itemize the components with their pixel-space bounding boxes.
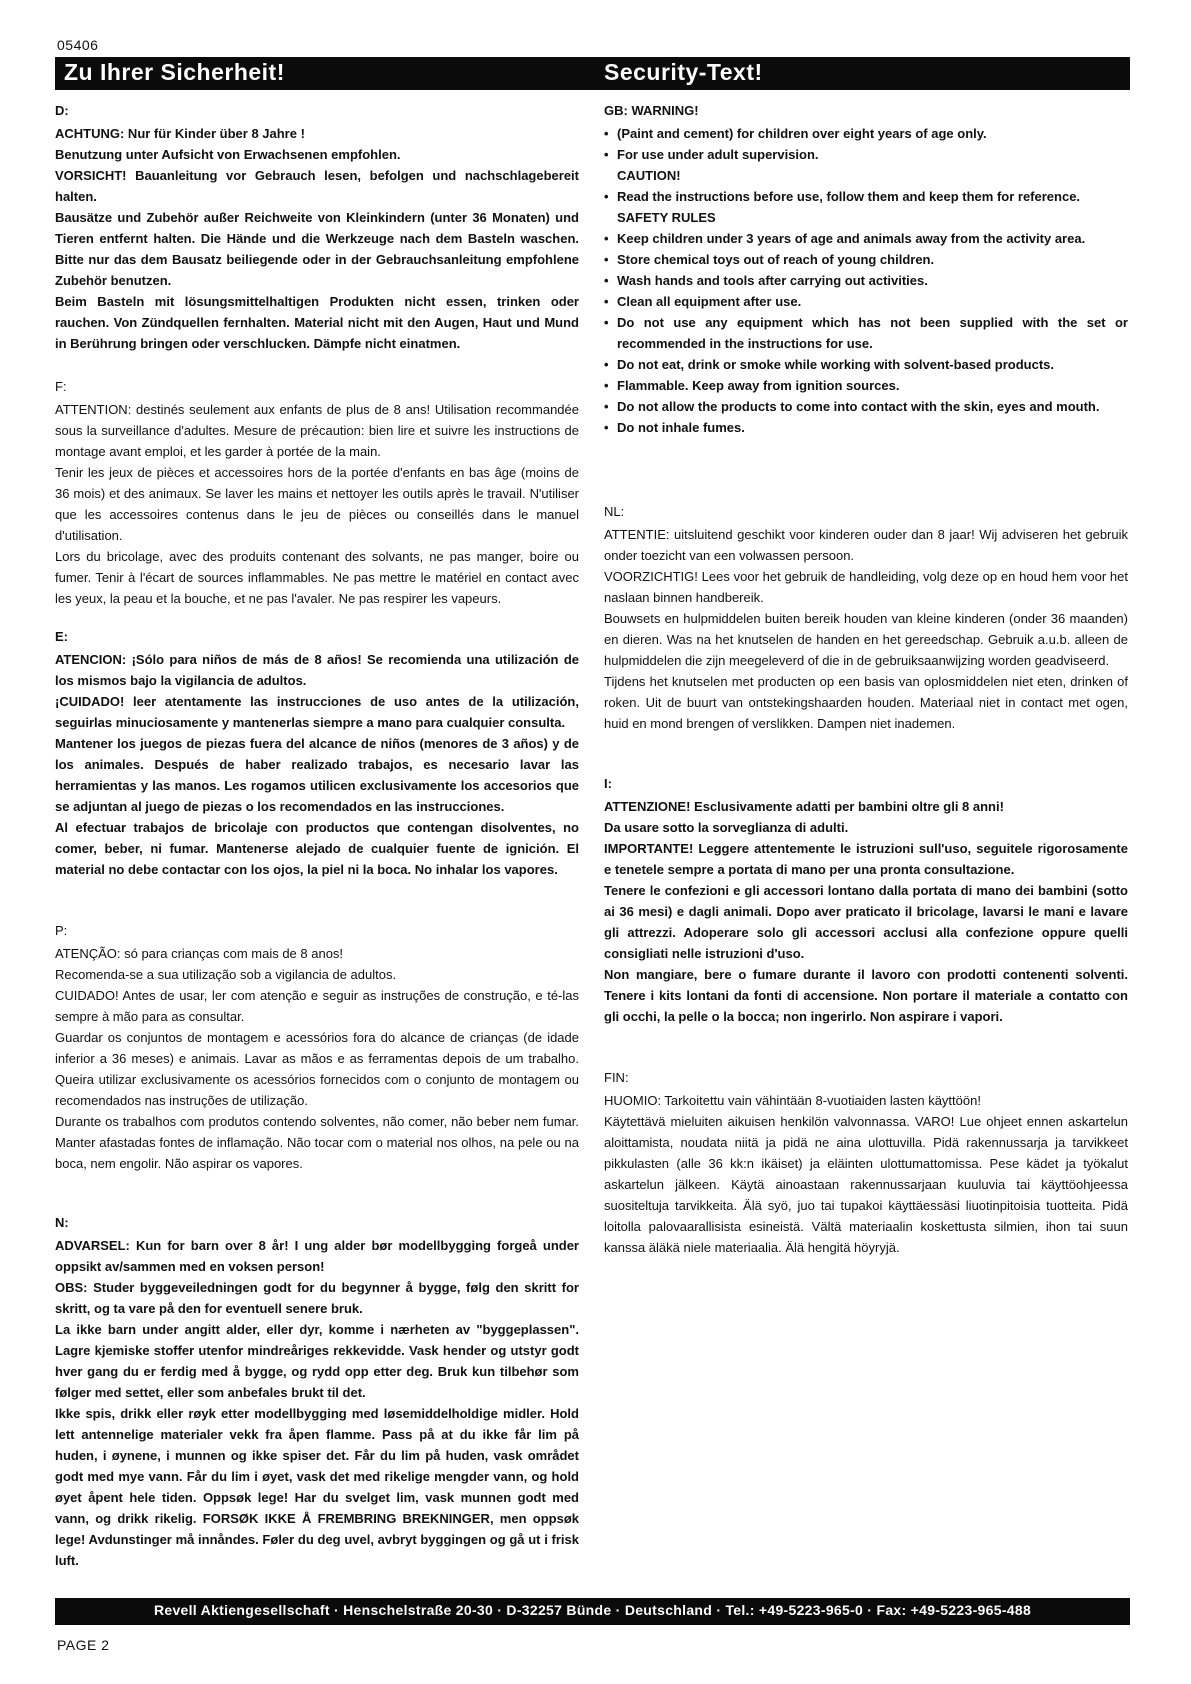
paragraph: ADVARSEL: Kun for barn over 8 år! I ung alder bør modellbygging forgeå under oppsikt av/sammen med en voksen person! [55,1238,579,1274]
footer-bar [55,1598,1130,1625]
list-item: • (Paint and cement) for children over eight years of age only. [604,123,1128,144]
list-heading: SAFETY RULES [617,210,716,225]
paragraph: Bouwsets en hulpmiddelen buiten bereik houden van kleine kinderen (onder 36 maanden) en dieren. Was na het knutselen de handen en het gereedschap. Gebruik a.u.b. alleen de hulpmiddelen die zijn meegeleverd of die in de gebruiksaanwijzing worden geadviseerd. [604,611,1128,668]
list-item: • For use under adult supervision. [604,144,1128,165]
paragraph: IMPORTANTE! Leggere attentemente le istruzioni sull'uso, seguitele rigorosamente e tenetele sempre a portata di mano per una pronta consultazione. [604,841,1128,877]
section-tag: F: [55,379,67,394]
list-item: • Do not inhale fumes. [604,417,1128,438]
list-item: • Do not allow the products to come into contact with the skin, eyes and mouth. [604,396,1128,417]
section-tag: FIN: [604,1070,629,1085]
list-item: • Do not use any equipment which has not been supplied with the set or recommended in the instructions for use. [604,312,1128,354]
paragraph: Ikke spis, drikk eller røyk etter modellbygging med løsemiddelholdige midler. Hold lett antennelige materialer vekk fra åpen flamme. Pass på at du ikke får lim på huden, i øynene, i munnen og ikke spiser det. Får du lim på huden, vask området godt med mye vann. Får du lim i øyet, vask det med rikelige mengder vann, og hold øyet åpent hele tiden. Oppsøk lege! Har du svelget lim, vask munnen godt med vann, og drikk rikelig. FORSØK IKKE Å FREMBRING BREKNINGER, men oppsøk lege! Avdunstinger må innåndes. Føler du deg uvel, avbryt byggingen og gå ut i frisk luft. [55,1406,579,1568]
company-address: Revell Aktiengesellschaft · Henschelstraße 20-30 · D-32257 Bünde · Deutschland · Tel.: +49-5223-965-0 · Fax: +49-5223-965-488 [153,1602,1032,1618]
paragraph: Tenir les jeux de pièces et accessoires hors de la portée d'enfants en bas âge (moins de 36 mois) et des animaux. Se laver les mains et nettoyer les outils après le travail. N'utiliser que les accessoires contenus dans le jeu de pièces ou conseillés dans le manuel d'utilisation. [55,465,579,543]
paragraph: Non mangiare, bere o fumare durante il lavoro con prodotti contenenti solventi. Tenere i kits lontani da fonti di accensione. Non portare il materiale a contatto con gli occhi, la pelle o la bocca; non ingerirlo. Non aspirare i vapori. [604,967,1128,1024]
paragraph: ATENÇÃO: só para crianças com mais de 8 anos! [55,946,344,961]
section-tag: GB: WARNING! [604,103,699,118]
section-spanish [55,626,579,880]
paragraph: ¡CUIDADO! leer atentamente las instrucciones de uso antes de la utilización, seguirlas minuciosamente y mantenerlas siempre a mano para cualquier consulta. [55,694,579,730]
list-item: • Wash hands and tools after carrying out activities. [604,270,1128,291]
list-item: • Read the instructions before use, follow them and keep them for reference. [604,186,1128,207]
paragraph: Durante os trabalhos com produtos contendo solventes, não comer, não beber nem fumar. Manter afastadas fontes de inflamação. Não tocar com o material nos olhos, na pele ou na boca, nem engolir. Não aspirar os vapores. [55,1114,579,1171]
header-bar [55,57,1130,90]
section-finnish [604,1067,1128,1258]
paragraph: ACHTUNG: Nur für Kinder über 8 Jahre ! [55,126,305,141]
paragraph: ATTENTION: destinés seulement aux enfants de plus de 8 ans! Utilisation recommandée sous la surveillance d'adultes. Mesure de précaution: bien lire et suivre les instructions de montage avant emploi, et les garder à portée de la main. [55,402,579,459]
section-tag: P: [55,923,68,938]
paragraph: Recomenda-se a sua utilização sob a vigilancia de adultos. [55,967,397,982]
list-heading: CAUTION! [617,168,681,183]
paragraph: OBS: Studer byggeveiledningen godt for du begynner å bygge, følg den skritt for skritt, og ta vare på den for eventuell senere bruk. [55,1280,579,1316]
header-title-english: Security-Text! [604,59,763,85]
paragraph: Tijdens het knutselen met producten op een basis van oplosmiddelen niet eten, drinken of roken. Uit de buurt van ontstekingshaarden houden. Materiaal niet in contact met ogen, huid en mond brengen of verslikken. Dampen niet inademen. [604,674,1128,731]
section-tag: N: [55,1215,69,1230]
paragraph: Lors du bricolage, avec des produits contenant des solvants, ne pas manger, boire ou fumer. Tenir à l'écart de sources inflammables. Ne pas mettre le matériel en contact avec les yeux, la peau et la bouche, et ne pas l'avaler. Ne pas respirer les vapeurs. [55,549,579,606]
list-item: • Do not eat, drink or smoke while working with solvent-based products. [604,354,1128,375]
paragraph: Benutzung unter Aufsicht von Erwachsenen empfohlen. [55,147,401,162]
paragraph: ATENCION: ¡Sólo para niños de más de 8 años! Se recomienda una utilización de los mismos bajo la vigilancia de adultos. [55,652,579,688]
section-portuguese [55,920,579,1174]
page-number: PAGE 2 [57,1637,110,1653]
paragraph: ATTENZIONE! Esclusivamente adatti per bambini oltre gli 8 anni! [604,799,1004,814]
warning-list [604,123,1128,438]
paragraph: HUOMIO: Tarkoitettu vain vähintään 8-vuotiaiden lasten käyttöön! [604,1093,981,1108]
paragraph: Da usare sotto la sorveglianza di adulti. [604,820,849,835]
document-number: 05406 [57,37,99,53]
section-dutch [604,501,1128,734]
paragraph: CUIDADO! Antes de usar, ler com atenção e seguir as instruções de construção, e té-las sempre à mão para as consultar. [55,988,579,1024]
paragraph: Tenere le confezioni e gli accessori lontano dalla portata di mano dei bambini (sotto ai 36 mesi) e dagli animali. Dopo aver praticato il bricolage, lavarsi le mani e lavare gli attrezzi. Adoperare solo gli accessori acclusi alla confezione oppure quelli consigliati nelle istruzioni d'uso. [604,883,1128,961]
paragraph: Bausätze und Zubehör außer Reichweite von Kleinkindern (unter 36 Monaten) und Tieren entfernt halten. Die Hände und die Werkzeuge nach dem Basteln waschen. Bitte nur das dem Bausatz beiliegende oder in der Gebrauchsanleitung empfohlene Zubehör benutzen. [55,210,579,288]
section-tag: D: [55,103,69,118]
section-norwegian [55,1212,579,1571]
paragraph: Käytettävä mieluiten aikuisen henkilön valvonnassa. VARO! Lue ohjeet ennen askartelun aloittamista, noudata niitä ja pidä ne aina ulottuvilla. Pidä rakennussarja ja tarvikkeet pikkulasten (alle 36 kk:n ikäiset) ja eläinten ulottumattomissa. Pese kädet ja työkalut askartelun jälkeen. Käytä ainoastaan rakennussarjaan kuuluvia tai käyttöohjeessa suositeltuja tarvikkeita. Älä syö, juo tai tupakoi käyttäessäsi liuotinpitoisia tuotteita. Pidä loitolla palovaarallisista esineistä. Vältä materiaalin koskettusta silmien, ihon tai suun kanssa äläkä niele materiaalia. Älä hengitä höyryjä. [604,1114,1128,1255]
list-item: • Clean all equipment after use. [604,291,1128,312]
header-title-german: Zu Ihrer Sicherheit! [64,59,285,85]
section-italian [604,773,1128,1027]
list-item: • Keep children under 3 years of age and animals away from the activity area. [604,228,1128,249]
paragraph: La ikke barn under angitt alder, eller dyr, komme i nærheten av "byggeplassen". Lagre kjemiske stoffer utenfor mindreåriges rekkevidde. Vask hender og utstyr godt hver gang du er ferdig med å bygge, og rydd opp etter deg. Bruk kun tilbehør som følger med settet, eller som anbefales brukt til det. [55,1322,579,1400]
list-item: • Store chemical toys out of reach of young children. [604,249,1128,270]
paragraph: Beim Basteln mit lösungsmittelhaltigen Produkten nicht essen, trinken oder rauchen. Von Zündquellen fernhalten. Material nicht mit den Augen, Haut und Mund in Berührung bringen oder verschlucken. Dämpfe nicht einatmen. [55,294,579,351]
section-tag: I: [604,776,612,791]
paragraph: Al efectuar trabajos de bricolaje con productos que contengan disolventes, no comer, beber, ni fumar. Mantenerse alejado de cualquier fuente de ignición. El material no debe contactar con los ojos, la piel ni la boca. No inhalar los vapores. [55,820,579,877]
paragraph: VOORZICHTIG! Lees voor het gebruik de handleiding, volg deze op en houd hem voor het naslaan binnen handbereik. [604,569,1128,605]
paragraph: ATTENTIE: uitsluitend geschikt voor kinderen ouder dan 8 jaar! Wij adviseren het gebruik onder toezicht van een volwassen persoon. [604,527,1128,563]
list-item: • Flammable. Keep away from ignition sources. [604,375,1128,396]
section-german [55,100,579,354]
section-french [55,376,579,609]
paragraph: Mantener los juegos de piezas fuera del alcance de niños (menores de 3 años) y de los animales. Después de haber realizado trabajos, es necesario lavar las herramientas y las manos. Les rogamos utilicen exclusivamente los accesorios que se adjuntan al juego de piezas o los recomendados en las instrucciones. [55,736,579,814]
section-english [604,100,1128,438]
paragraph: VORSICHT! Bauanleitung vor Gebrauch lesen, befolgen und nachschlagebereit halten. [55,168,579,204]
section-tag: NL: [604,504,625,519]
section-tag: E: [55,629,68,644]
paragraph: Guardar os conjuntos de montagem e acessórios fora do alcance de crianças (de idade inferior a 36 meses) e animais. Lavar as mãos e as ferramentas depois de um trabalho. Queira utilizar exclusivamente os acessórios fornecidos com o conjunto de montagem ou recomendados nas instruções de utilização. [55,1030,579,1108]
